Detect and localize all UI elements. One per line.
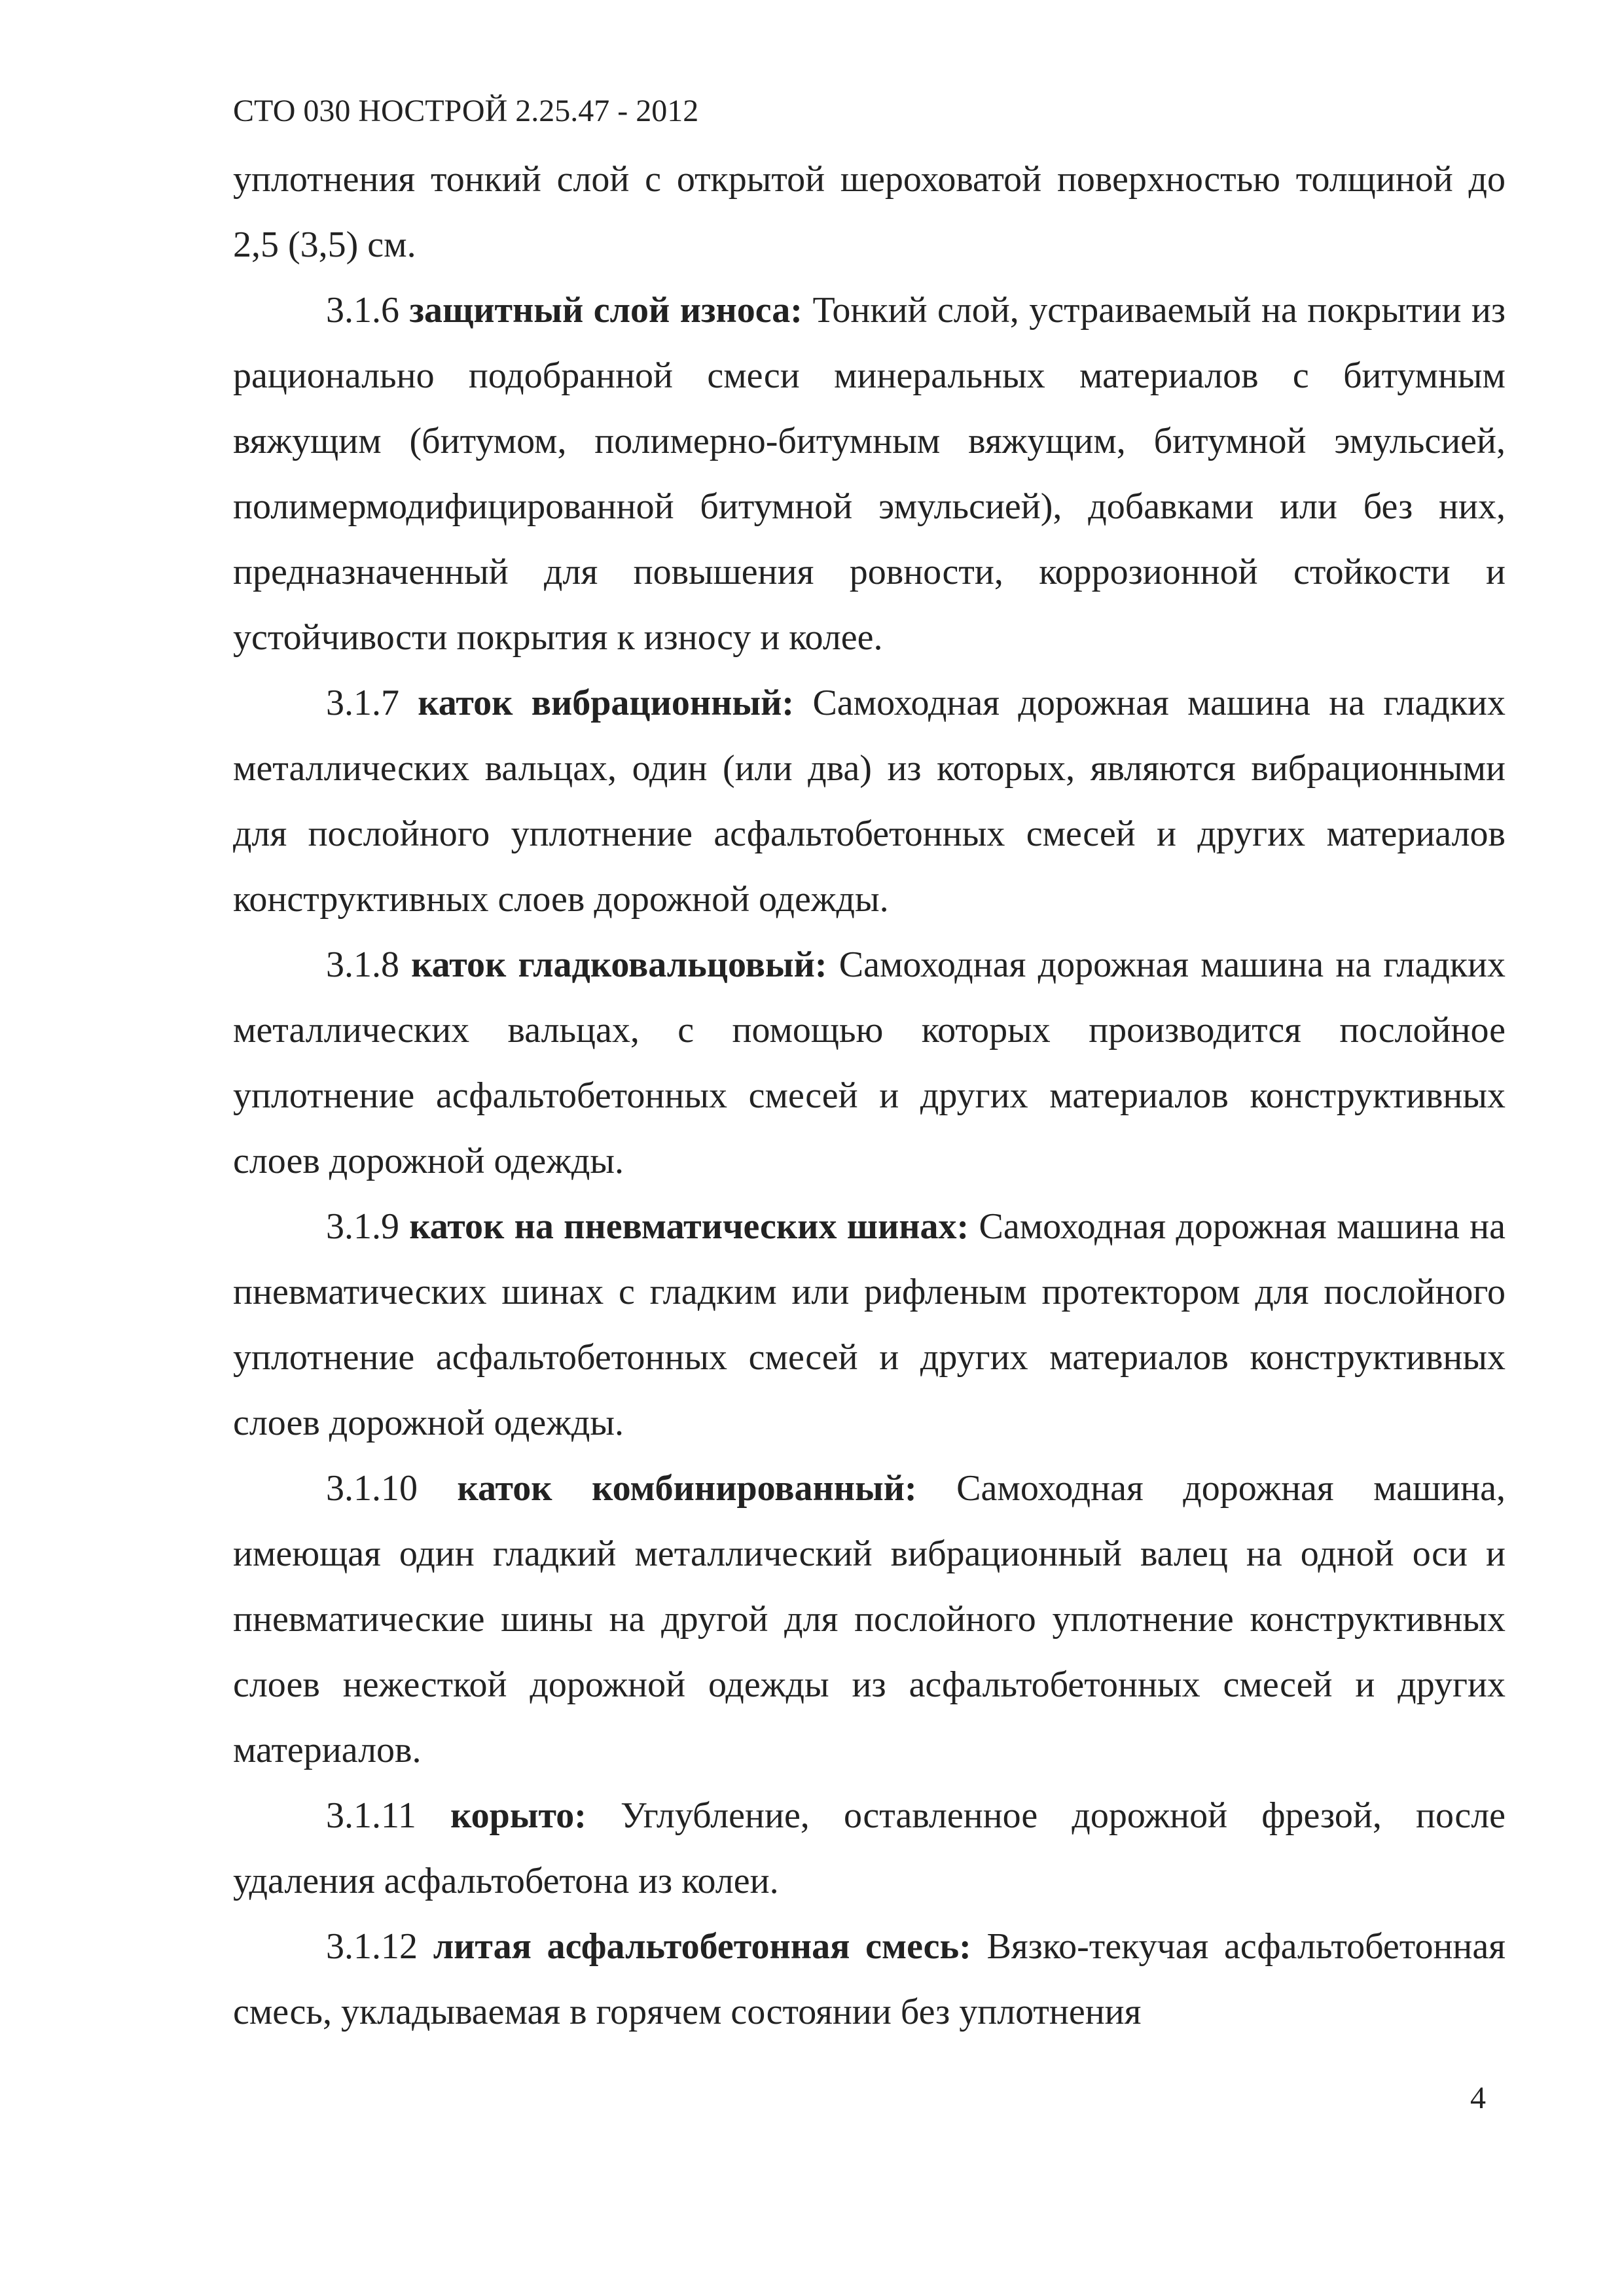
definition-term: защитный слой износа: [409, 290, 803, 331]
definition-number: 3.1.8 [326, 944, 399, 985]
definition-number: 3.1.11 [326, 1795, 416, 1836]
definition-number: 3.1.10 [326, 1468, 418, 1509]
intro-paragraph: уплотнения тонкий слой с открытой шероховатой поверхностью толщиной до 2,5 (3,5) см. [233, 159, 1506, 265]
definition-term: каток комбинированный: [457, 1468, 917, 1509]
definition-term: каток на пневматических шинах: [409, 1206, 969, 1247]
definition-3-1-9 [233, 1194, 1506, 1456]
definition-3-1-8 [233, 932, 1506, 1194]
definition-number: 3.1.6 [326, 290, 399, 331]
definition-number: 3.1.7 [326, 683, 399, 723]
definition-text: Углубление, оставленное дорожной фрезой, после удаления асфальтобетона из колеи. [233, 1795, 1506, 1901]
definition-term: корыто: [450, 1795, 586, 1836]
definition-3-1-11 [233, 1783, 1506, 1914]
definition-text: Самоходная дорожная машина на гладких металлических вальцах, с помощью которых производится послойное уплотнение асфальтобетонных смесей и других материалов конструктивных слоев дорожной одежды. [233, 944, 1506, 1181]
definition-number: 3.1.9 [326, 1206, 399, 1247]
page-number: 4 [1470, 2081, 1486, 2115]
document-code-header: СТО 030 НОСТРОЙ 2.25.47 - 2012 [233, 94, 699, 128]
definition-3-1-6 [233, 278, 1506, 670]
definition-3-1-10 [233, 1456, 1506, 1783]
definition-term: каток вибрационный: [418, 683, 795, 723]
document-body [233, 147, 1506, 2045]
definition-number: 3.1.12 [326, 1926, 418, 1967]
definition-term: каток гладковальцовый: [411, 944, 827, 985]
definition-text: Вязко-текучая асфальтобетонная смесь, укладываемая в горячем состоянии без уплотнения [233, 1926, 1506, 2032]
definition-3-1-12 [233, 1914, 1506, 2045]
definition-text: Самоходная дорожная машина на гладких металлических вальцах, один (или два) из которых, являются вибрационными для послойного уплотнение асфальтобетонных смесей и других материалов конструктивных слоев дорожной одежды. [233, 683, 1506, 920]
definition-text: Самоходная дорожная машина на пневматических шинах с гладким или рифленым протектором для послойного уплотнение асфальтобетонных смесей и других материалов конструктивных слоев дорожной одежды. [233, 1206, 1506, 1443]
definition-text: Самоходная дорожная машина, имеющая один гладкий металлический вибрационный валец на одной оси и пневматические шины на другой для послойного уплотнение конструктивных слоев нежесткой дорожной одежды из асфальтобетонных смесей и других материалов. [233, 1468, 1506, 1770]
definition-text: Тонкий слой, устраиваемый на покрытии из рационально подобранной смеси минеральных материалов с битумным вяжущим (битумом, полимерно-битумным вяжущим, битумной эмульсией, полимермодифицированной битумной эмульсией), добавками или без них, предназначенный для повышения ровности, коррозионной стойкости и устойчивости покрытия к износу и колее. [233, 290, 1506, 658]
definition-3-1-7 [233, 670, 1506, 932]
definition-term: литая асфальтобетонная смесь: [433, 1926, 971, 1967]
